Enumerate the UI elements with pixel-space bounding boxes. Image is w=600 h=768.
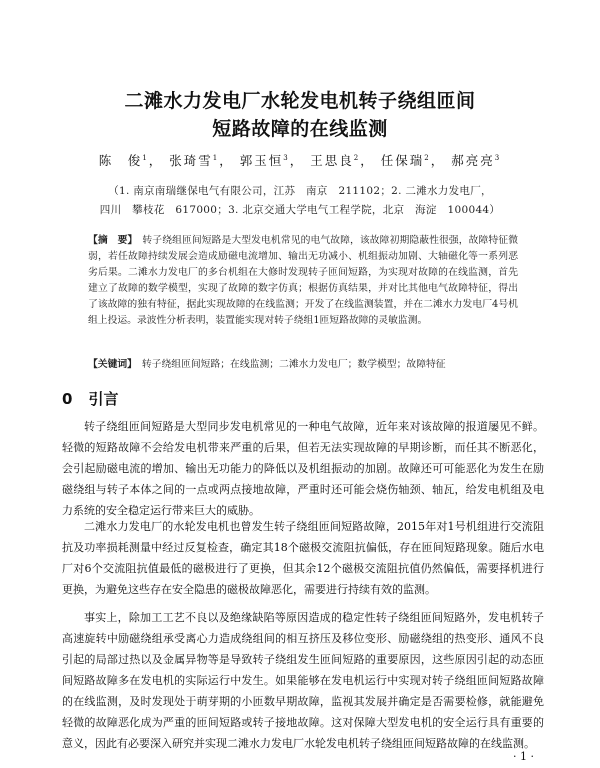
author: 郭玉恒$^3$ (239, 153, 290, 168)
paper-title-line1: 二滩水力发电厂水轮发电机转子绕组匝间 (124, 90, 476, 112)
keywords-text: 转子绕组匝间短路；在线监测；二滩水力发电厂；数学模型；故障特征 (132, 359, 446, 370)
author: 任保瑞$^2$ (380, 153, 431, 168)
paragraph-text: 事实上，除加工工艺不良以及绝缘缺陷等原因造成的稳定性转子绕组匝间短路外，发电机转子高速旋转中励磁绕组承受离心力造成绕组间的相互挤压及移位变形、励磁绕组的热变形、通风不良引起的局部过热以及金属异物等是导致转子绕组发生匝间短路的重要原因，这些原因引起的动态匝间短路故障多在发电机的实际运行中发生。如果能够在发电机运行中实现对转子绕组匝间短路故障的在线监测，及时发现处于萌芽期的小匝数早期故障，监视其发展并确定是否需要检修，就能避免轻微的故障恶化成为严重的匝间短路或转子接地故障。这对保障大型发电机的安全运行具有重要的意义，因此有必要深入研究并实现二滩水力发电厂水轮发电机转子绕组匝间短路故障的在线监测。 (62, 611, 544, 750)
body-paragraph (62, 607, 544, 754)
keywords-label: 【关键词】 (88, 359, 133, 370)
paragraph-text: 二滩水力发电厂的水轮发电机也曾发生转子绕组匝间短路故障，2015年对1号机组进行交流阻抗及功率损耗测量中经过反复检查，确定其18个磁极交流阻抗偏低，存在匝间短路现象。随后水电厂对6个交流阻抗值最低的磁极进行了更换，但其余12个磁极交流阻抗值仍然偏低，需要择机进行更换，为避免这些存在安全隐患的磁极故障恶化，需要进行持续有效的监测。 (62, 520, 544, 596)
section-title: 引言 (88, 390, 119, 408)
keywords (88, 357, 518, 373)
abstract-label: 【摘 要】 (88, 235, 133, 246)
body-paragraph (62, 516, 544, 600)
paper-title-line2: 短路故障的在线监测 (212, 118, 388, 140)
affiliation-line2: 四川 攀枝花 617000；3. 北京交通大学电气工程学院，北京 海淀 100044） (99, 204, 501, 216)
section-heading (62, 388, 118, 409)
page-number: · 1 · (513, 750, 534, 763)
affiliation-line1: （1. 南京南瑞继保电气有限公司，江苏 南京 211102；2. 二滩水力发电厂， (108, 185, 492, 197)
author: 郝亮亮$^3$ (451, 153, 502, 168)
author: 张琦雪$^1$ (169, 153, 220, 168)
author: 王思良$^2$ (310, 153, 361, 168)
section-number: 0 (62, 390, 73, 408)
abstract-text: 转子绕组匝间短路是大型发电机常见的电气故障，该故障初期隐蔽性很强，故障特征微弱，若任故障持续发展会造成励磁电流增加、输出无功减小、机组振动加剧、大轴磁化等一系列恶劣后果。二滩水力发电厂的多台机组在大修时发现转子匝间短路，为实现对故障的在线监测，首先建立了故障的数学模型，实现了故障的数字仿真；根据仿真结果，并对比其他电气故障特征，得出了该故障的独有特征，据此实现故障的在线监测；开发了在线监测装置，并在二滩水力发电厂4号机组上投运。录波性分析表明，装置能实现对转子绕组1匝短路故障的灵敏监测。 (88, 235, 518, 326)
author-list: 陈 俊$^1$， 张琦雪$^1$， 郭玉恒$^3$， 王思良$^2$， 任保瑞$^2$， 郝亮亮$^3$ (98, 153, 502, 168)
paragraph-text: 转子绕组匝间短路是大型同步发电机常见的一种电气故障，近年来对该故障的报道屡见不鲜。轻微的短路故障不会给发电机带来严重的后果，但若无法实现故障的早期诊断，而任其不断恶化，会引起励磁电流的增加、输出无功能力的降低以及机组振动的加剧。故障还可可能恶化为发生在励磁绕组与转子本体之间的一点或两点接地故障，严重时还可能会烧伤轴颈、轴瓦，给发电机组及电力系统的安全稳定运行带来巨大的威胁。 (62, 420, 544, 517)
body-paragraph (62, 416, 544, 521)
abstract (88, 233, 518, 328)
author: 陈 俊$^1$ (98, 153, 149, 168)
